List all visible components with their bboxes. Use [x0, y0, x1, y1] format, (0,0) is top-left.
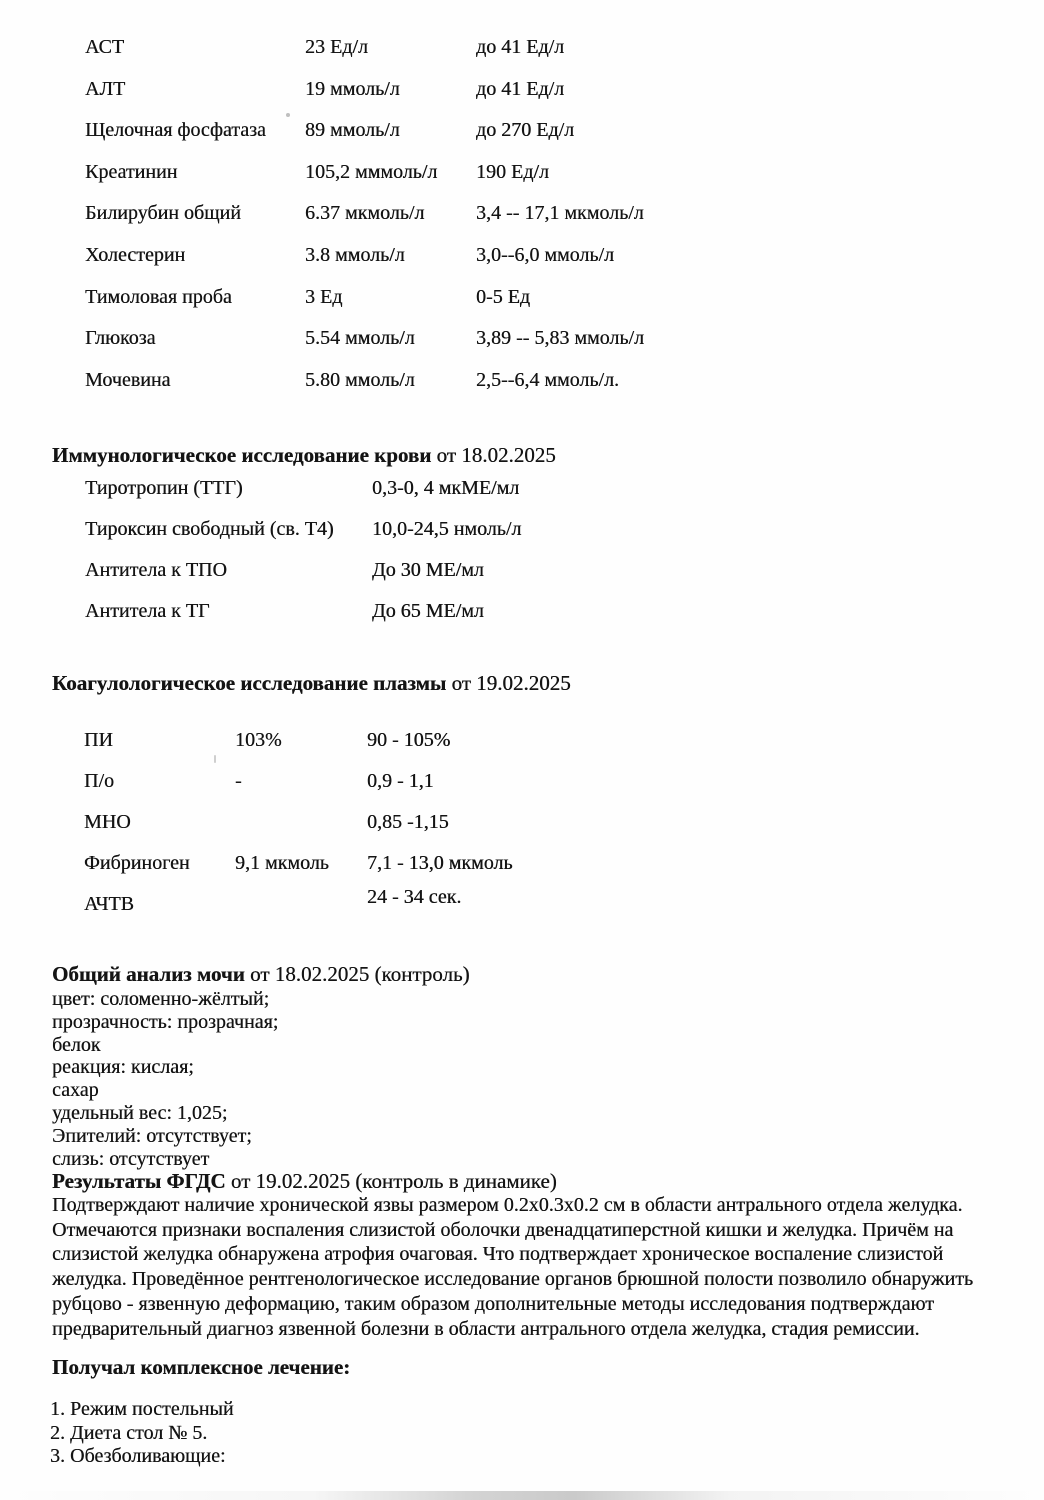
analyte-value: 3.8 ммоль/л — [305, 243, 405, 266]
analyte-value: 19 ммоль/л — [305, 77, 400, 100]
table-row — [85, 477, 521, 518]
analyte-name: Тимоловая проба — [85, 285, 232, 308]
section-title-bold: Получал комплексное лечение: — [52, 1355, 351, 1379]
urine-line: цвет: соломенно-жёлтый; — [52, 988, 270, 1010]
urine-line: прозрачность: прозрачная; — [52, 1010, 279, 1033]
analyte-reference: 10,0-24,5 нмоль/л — [372, 518, 522, 540]
scan-artifact — [286, 113, 290, 117]
table-row — [85, 244, 644, 286]
analyte-reference: до 41 Ед/л — [476, 77, 565, 100]
treatment-item: 1. Режим постельный — [50, 1398, 234, 1420]
analyte-reference: 0-5 Ед — [476, 285, 531, 308]
analyte-reference: До 65 МЕ/мл — [372, 600, 484, 622]
analyte-name: Щелочная фосфатаза — [85, 119, 266, 142]
analyte-reference: 0,3-0, 4 мкМЕ/мл — [372, 477, 520, 499]
analyte-reference: 3,0--6,0 ммоль/л — [476, 243, 615, 266]
table-row — [85, 327, 644, 369]
urine-line: реакция: кислая; — [52, 1056, 194, 1079]
coagulation-table — [84, 729, 513, 934]
analyte-name: П/о — [84, 770, 114, 792]
analyte-reference: до 270 Ед/л — [476, 119, 575, 142]
urine-line: белок — [52, 1033, 101, 1056]
urine-line: сахар — [52, 1079, 99, 1102]
coagulation-section-title — [52, 671, 571, 696]
analyte-name: Билирубин общий — [85, 202, 241, 225]
analyte-reference: 3,89 -- 5,83 ммоль/л — [476, 327, 645, 350]
treatment-section-title — [52, 1355, 350, 1380]
fgds-section-title — [52, 1169, 557, 1194]
table-row — [85, 559, 521, 600]
analyte-name: ПИ — [84, 729, 113, 751]
analyte-name: МНО — [84, 811, 131, 833]
urine-line: Эпителий: отсутствует; — [52, 1124, 252, 1147]
scan-artifact — [0, 1491, 1044, 1500]
analyte-name: Фибриноген — [84, 852, 190, 874]
analyte-name: Глюкоза — [85, 327, 156, 350]
analyte-reference: 0,9 - 1,1 — [367, 770, 434, 792]
analyte-value: - — [235, 770, 242, 792]
urine-line: слизь: отсутствует — [52, 1147, 210, 1170]
analyte-value: 103% — [235, 729, 282, 751]
section-title-date: от 18.02.2025 — [431, 443, 556, 467]
fgds-conclusion-text: Подтверждают наличие хронической язвы размером 0.2х0.3х0.2 см в области антрального отдела желудка. Отмечаются признаки воспаления слизистой оболочки двенадцатиперстной кишки и желудка. Причём на слизистой желудка обнаружена атрофия очаговая. Что подтверждает хроническое воспаление слизистой желудка. Проведённое рентгенологическое исследование органов брюшной полости позволило обнаружить рубцово - язвенную деформацию, таким образом дополнительные методы исследования подтверждают предварительный диагноз язвенной болезни в области антрального отдела желудка, стадия ремиссии. — [52, 1194, 974, 1340]
analyte-reference: 2,5--6,4 ммоль/л. — [476, 368, 620, 391]
analyte-reference: 90 - 105% — [367, 729, 451, 751]
table-row — [84, 811, 513, 852]
analyte-name: Тиротропин (ТТГ) — [85, 477, 243, 499]
analyte-reference: До 30 МЕ/мл — [372, 559, 484, 581]
urinalysis-findings — [52, 988, 278, 1170]
analyte-name: АСТ — [85, 36, 125, 58]
analyte-name: АЧТВ — [84, 893, 134, 915]
section-title-bold: Общий анализ мочи — [52, 962, 245, 986]
analyte-reference: 3,4 -- 17,1 мкмоль/л — [476, 202, 644, 225]
analyte-name: Мочевина — [85, 368, 171, 391]
table-row — [85, 36, 644, 78]
table-row — [84, 886, 513, 934]
section-title-bold: Коагулологическое исследование плазмы — [52, 671, 447, 695]
table-row — [85, 78, 644, 120]
analyte-value: 3 Ед — [305, 285, 343, 308]
table-row — [85, 369, 644, 411]
analyte-name: Антитела к ТПО — [85, 559, 227, 581]
treatment-item: 2. Диета стол № 5. — [50, 1421, 208, 1444]
table-row — [85, 286, 644, 328]
section-title-date: от 19.02.2025 — [446, 671, 571, 695]
analyte-value: 89 ммоль/л — [305, 119, 400, 142]
analyte-name: Холестерин — [85, 243, 186, 266]
analyte-value: 105,2 мммоль/л — [305, 160, 438, 183]
analyte-name: Антитела к ТГ — [85, 600, 210, 622]
analyte-name: Креатинин — [85, 160, 178, 183]
section-title-bold: Иммунологическое исследование крови — [52, 443, 432, 467]
analyte-reference: 7,1 - 13,0 мкмоль — [367, 852, 513, 874]
analyte-reference: до 41 Ед/л — [476, 36, 565, 58]
table-row — [85, 161, 644, 203]
analyte-reference: 0,85 -1,15 — [367, 811, 449, 833]
analyte-reference: 24 - 34 сек. — [367, 886, 462, 908]
analyte-value: 6.37 мкмоль/л — [305, 202, 425, 225]
table-row — [84, 729, 513, 770]
scan-artifact — [214, 755, 216, 763]
biochemistry-table — [85, 36, 644, 410]
treatment-item: 3. Обезболивающие: — [50, 1445, 226, 1468]
table-row — [85, 518, 521, 559]
table-row — [85, 202, 644, 244]
analyte-value: 23 Ед/л — [305, 36, 368, 58]
section-title-date: от 19.02.2025 (контроль в динамике) — [225, 1169, 557, 1193]
section-title-bold: Результаты ФГДС — [52, 1169, 226, 1193]
immunology-section-title — [52, 443, 556, 468]
urine-line: удельный вес: 1,025; — [52, 1101, 228, 1124]
analyte-name: Тироксин свободный (св. Т4) — [85, 518, 334, 540]
immunology-table — [85, 477, 521, 641]
table-row — [85, 119, 644, 161]
analyte-reference: 190 Ед/л — [476, 160, 549, 183]
analyte-value: 5.80 ммоль/л — [305, 368, 415, 391]
urinalysis-section-title — [52, 962, 470, 987]
treatment-list — [50, 1398, 234, 1469]
analyte-value: 5.54 ммоль/л — [305, 327, 415, 350]
analyte-name: АЛТ — [85, 77, 126, 100]
table-row — [85, 600, 521, 641]
section-title-date: от 18.02.2025 (контроль) — [244, 962, 470, 986]
analyte-value: 9,1 мкмоль — [235, 852, 329, 874]
table-row — [84, 770, 513, 811]
